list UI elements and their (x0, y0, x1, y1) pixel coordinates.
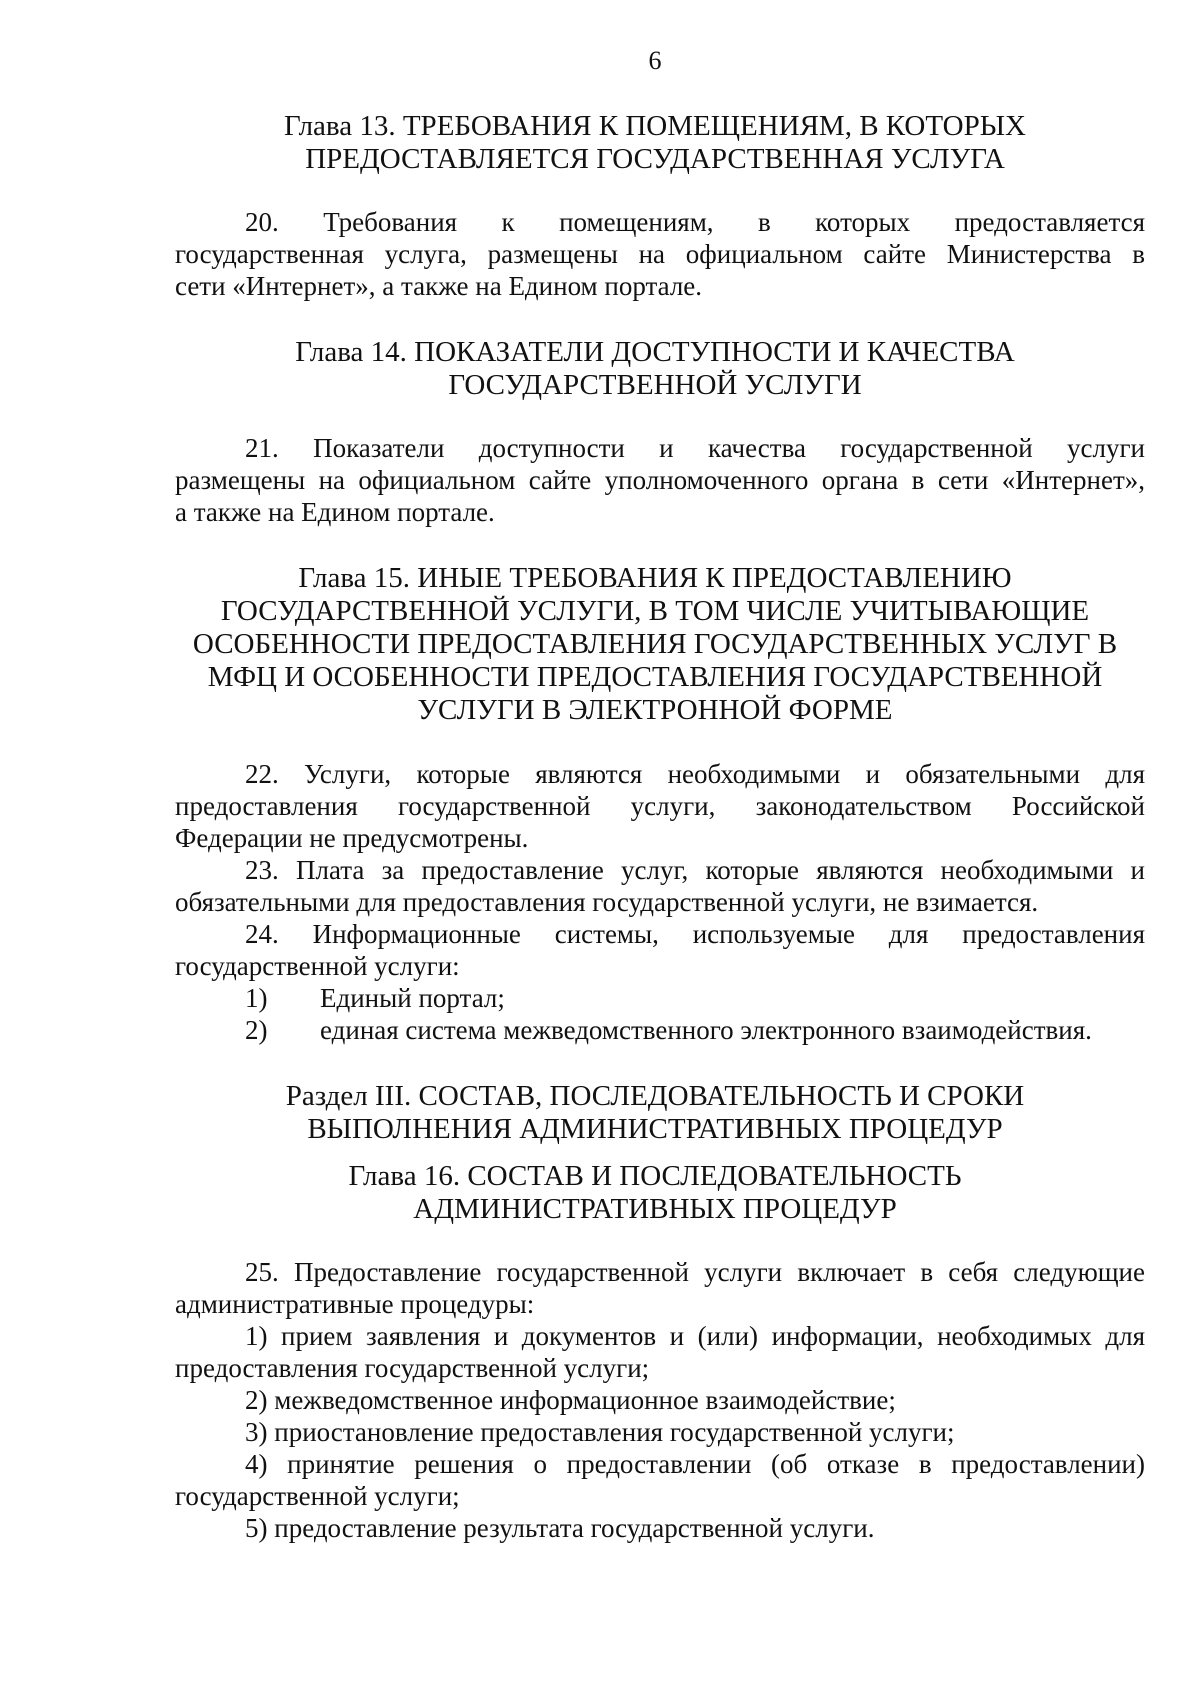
heading-line: Глава 16. СОСТАВ И ПОСЛЕДОВАТЕЛЬНОСТЬ (348, 1160, 962, 1192)
chapter-15-heading (170, 562, 1140, 727)
paragraph-line: государственная услуга, размещены на официальном сайте Министерства в (175, 239, 1145, 269)
paragraph-23 (175, 854, 1145, 918)
paragraph-line: 25. Предоставление государственной услуги включает в себя следующие (245, 1257, 1145, 1287)
heading-line: АДМИНИСТРАТИВНЫХ ПРОЦЕДУР (413, 1193, 897, 1225)
paragraph-line: 3) приостановление предоставления государственной услуги; (245, 1417, 955, 1447)
list-item-text: единая система межведомственного электронного взаимодействия. (320, 1015, 1092, 1045)
procedure-item-5 (175, 1512, 1145, 1544)
heading-line: Глава 13. ТРЕБОВАНИЯ К ПОМЕЩЕНИЯМ, В КОТОРЫХ (283, 110, 1026, 142)
heading-line: ГОСУДАРСТВЕННОЙ УСЛУГИ, В ТОМ ЧИСЛЕ УЧИТЫВАЮЩИЕ (220, 595, 1090, 627)
paragraph-21 (175, 432, 1145, 528)
paragraph-line: сети «Интернет», а также на Едином портале. (175, 271, 703, 301)
list-item (245, 1014, 1092, 1046)
heading-line: УСЛУГИ В ЭЛЕКТРОННОЙ ФОРМЕ (417, 694, 893, 726)
paragraph-line: 4) принятие решения о предоставлении (об отказе в предоставлении) (245, 1449, 1145, 1479)
heading-line: Глава 14. ПОКАЗАТЕЛИ ДОСТУПНОСТИ И КАЧЕСТВА (295, 336, 1015, 368)
section-3-heading (170, 1080, 1140, 1146)
paragraph-line: размещены на официальном сайте уполномоченного органа в сети «Интернет», (175, 465, 1145, 495)
list-item-text: Единый портал; (320, 983, 505, 1013)
paragraph-25 (175, 1256, 1145, 1320)
paragraph-line: 24. Информационные системы, используемые для предоставления (245, 919, 1145, 949)
heading-line: Раздел III. СОСТАВ, ПОСЛЕДОВАТЕЛЬНОСТЬ И СРОКИ (285, 1080, 1025, 1112)
paragraph-line: а также на Едином портале. (175, 497, 495, 527)
paragraph-24 (175, 918, 1145, 982)
paragraph-20 (175, 206, 1145, 302)
paragraph-line: 1) прием заявления и документов и (или) информации, необходимых для (245, 1321, 1145, 1351)
paragraph-line: государственной услуги: (175, 951, 460, 981)
chapter-16-heading (170, 1160, 1140, 1226)
chapter-13-heading (170, 110, 1140, 176)
paragraph-line: обязательными для предоставления государственной услуги, не взимается. (175, 887, 1039, 917)
heading-line: ОСОБЕННОСТИ ПРЕДОСТАВЛЕНИЯ ГОСУДАРСТВЕННЫХ УСЛУГ В (192, 628, 1118, 660)
paragraph-line: 2) межведомственное информационное взаимодействие; (245, 1385, 896, 1415)
paragraph-22 (175, 758, 1145, 854)
heading-line: ПРЕДОСТАВЛЯЕТСЯ ГОСУДАРСТВЕННАЯ УСЛУГА (305, 143, 1005, 175)
paragraph-line: государственной услуги; (175, 1481, 460, 1511)
procedure-item-4 (175, 1448, 1145, 1512)
procedure-item-1 (175, 1320, 1145, 1384)
heading-line: ВЫПОЛНЕНИЯ АДМИНИСТРАТИВНЫХ ПРОЦЕДУР (307, 1113, 1003, 1145)
paragraph-line: Федерации не предусмотрены. (175, 823, 529, 853)
chapter-14-heading (170, 336, 1140, 402)
procedure-item-3 (175, 1416, 1145, 1448)
list-item (245, 982, 505, 1014)
heading-line: МФЦ И ОСОБЕННОСТИ ПРЕДОСТАВЛЕНИЯ ГОСУДАРСТВЕННОЙ (207, 661, 1103, 693)
procedure-item-2 (175, 1384, 1145, 1416)
paragraph-line: административные процедуры: (175, 1289, 535, 1319)
heading-line: ГОСУДАРСТВЕННОЙ УСЛУГИ (448, 369, 862, 401)
paragraph-line: предоставления государственной услуги; (175, 1353, 650, 1383)
paragraph-line: 5) предоставление результата государственной услуги. (245, 1513, 875, 1543)
paragraph-line: 23. Плата за предоставление услуг, которые являются необходимыми и (245, 855, 1145, 885)
list-item-number: 1) (245, 983, 268, 1013)
paragraph-line: 22. Услуги, которые являются необходимыми и обязательными для (245, 759, 1145, 789)
heading-line: Глава 15. ИНЫЕ ТРЕБОВАНИЯ К ПРЕДОСТАВЛЕНИЮ (298, 562, 1012, 594)
paragraph-line: предоставления государственной услуги, законодательством Российской (175, 791, 1145, 821)
page-number: 6 (648, 46, 662, 75)
list-item-number: 2) (245, 1015, 268, 1045)
paragraph-line: 21. Показатели доступности и качества государственной услуги (245, 433, 1145, 463)
paragraph-line: 20. Требования к помещениям, в которых предоставляется (245, 207, 1145, 237)
